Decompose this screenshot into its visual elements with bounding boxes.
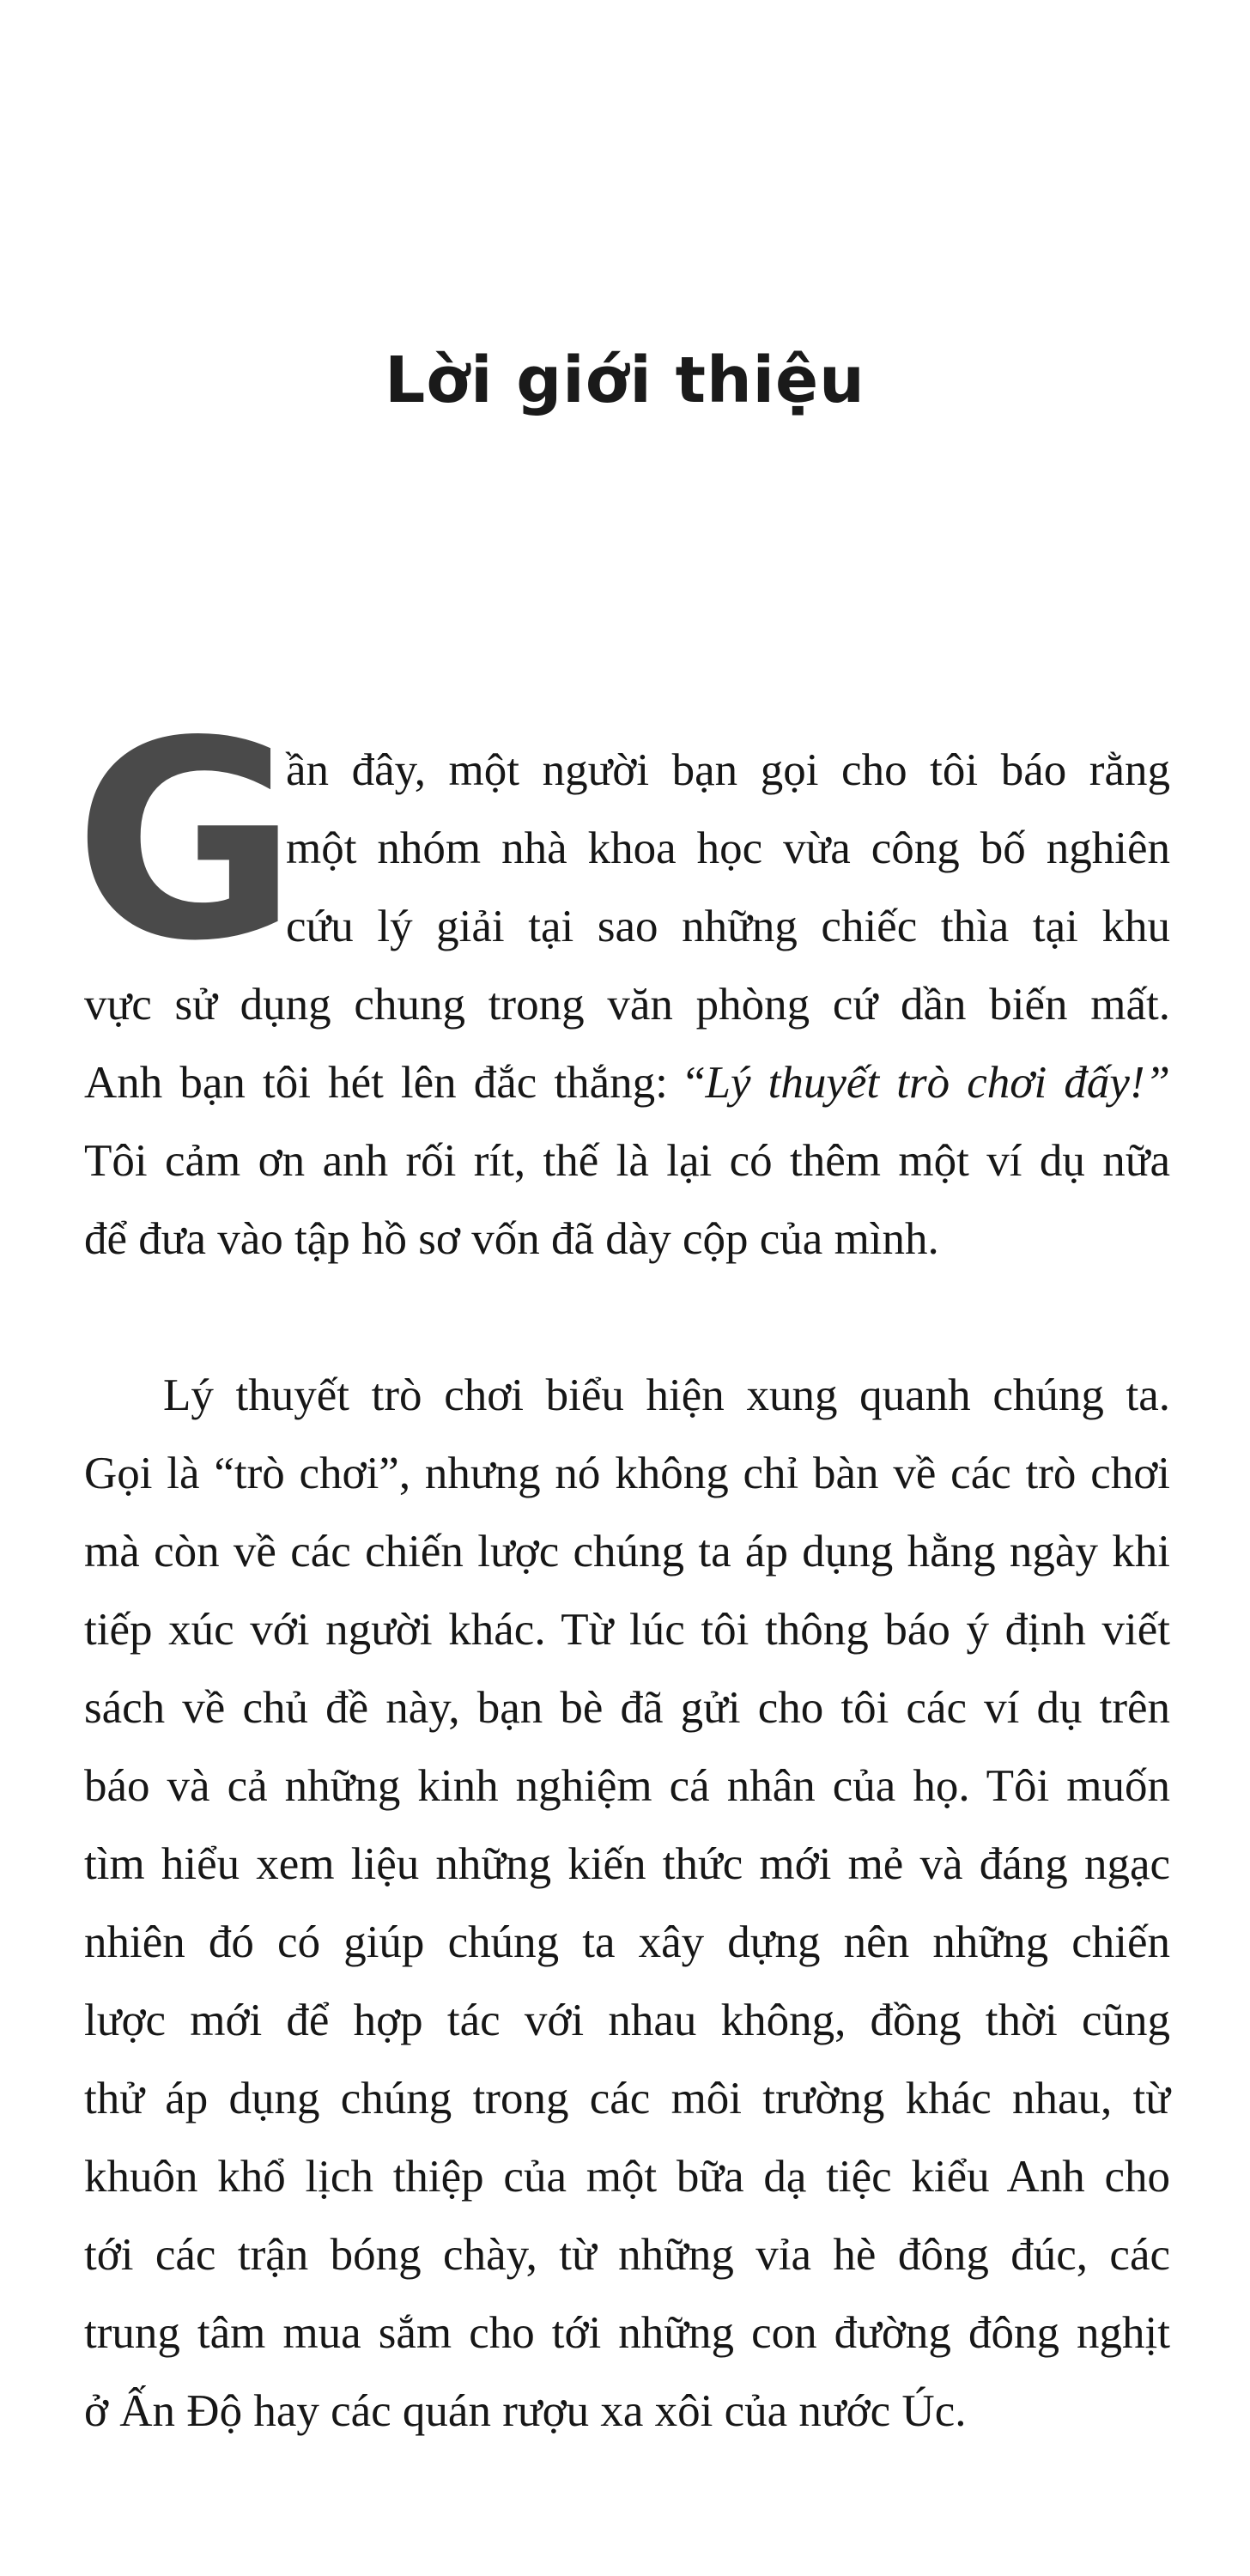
paragraph-1	[84, 732, 1170, 1279]
text-line: để đưa vào tập hồ sơ vốn đã dày cộp của mình.	[84, 1214, 939, 1264]
text-line: báo và cả những kinh nghiệm cá nhân của họ. Tôi muốn	[84, 1761, 1170, 1811]
chapter-title: Lời giới thiệu	[385, 343, 865, 417]
text-line: nhiên đó có giúp chúng ta xây dựng nên những chiến	[84, 1917, 1170, 1967]
text-line: mà còn về các chiến lược chúng ta áp dụng hằng ngày khi	[84, 1527, 1170, 1577]
text-line: Tôi cảm ơn anh rối rít, thế là lại có thêm một ví dụ nữa	[84, 1136, 1170, 1186]
text-line: khuôn khổ lịch thiệp của một bữa dạ tiệc kiểu Anh cho	[84, 2152, 1170, 2202]
text-line: tìm hiểu xem liệu những kiến thức mới mẻ và đáng ngạc	[84, 1839, 1170, 1889]
text-line: Lý thuyết trò chơi biểu hiện xung quanh chúng ta.	[163, 1370, 1170, 1420]
text-line: ần đây, một người bạn gọi cho tôi báo rằng	[286, 745, 1170, 795]
text-line: Gọi là “trò chơi”, nhưng nó không chỉ bàn về các trò chơi	[84, 1449, 1170, 1498]
text-line: tiếp xúc với người khác. Từ lúc tôi thông báo ý định viết	[84, 1605, 1170, 1655]
text-line: ở Ấn Độ hay các quán rượu xa xôi của nước Úc.	[84, 2386, 967, 2436]
text-line: vực sử dụng chung trong văn phòng cứ dần biến mất.	[84, 980, 1170, 1030]
text-line: sách về chủ đề này, bạn bè đã gửi cho tôi các ví dụ trên	[84, 1683, 1170, 1733]
text-line: tới các trận bóng chày, từ những vỉa hè đông đúc, các	[84, 2230, 1170, 2280]
text-line: lược mới để hợp tác với nhau không, đồng thời cũng	[84, 1996, 1170, 2045]
text-line: một nhóm nhà khoa học vừa công bố nghiên	[286, 823, 1170, 873]
text-line: thử áp dụng chúng trong các môi trường khác nhau, từ	[84, 2074, 1170, 2123]
text-line-with-quote	[84, 1044, 1170, 1122]
italic-quote: Lý thuyết trò chơi đấy!”	[705, 1058, 1170, 1108]
text-line: trung tâm mua sắm cho tới những con đường đông nghịt	[84, 2308, 1170, 2358]
text-segment: Anh bạn tôi hét lên đắc thắng: “	[84, 1058, 706, 1108]
text-line: cứu lý giải tại sao những chiếc thìa tại khu	[286, 902, 1170, 951]
drop-cap: G	[74, 683, 299, 1000]
paragraph-2	[84, 1357, 1170, 2451]
